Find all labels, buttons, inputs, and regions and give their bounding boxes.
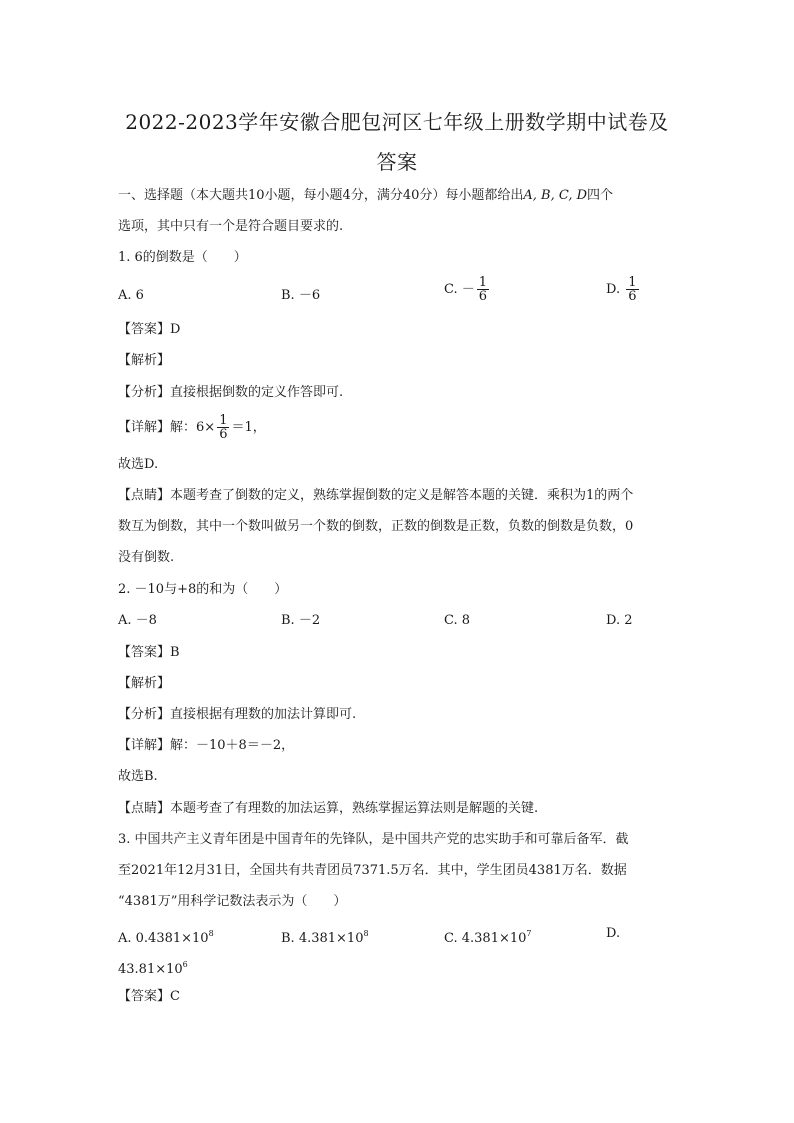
document-title-line2: 答案 — [376, 150, 418, 174]
q2-option-a: A. －8 — [118, 613, 157, 628]
option-letters: A, B, C, D — [523, 188, 588, 203]
q1-option-d: D. $\frac{1}{6}$ — [606, 275, 637, 304]
q1-stem: 1. 6的倒数是（ ） — [118, 250, 247, 265]
q2-answer: 【答案】B — [118, 645, 180, 660]
section-intro: 一、选择题（本大题共10小题，每小题4分，满分40分）每小题都给出A, B, C, D四个 — [118, 188, 614, 203]
q2-jiexi: 【解析】 — [118, 676, 171, 691]
q3-option-d-value: $43.81\times 10^6$ — [118, 960, 188, 977]
q3-option-d-label: D. — [606, 926, 621, 941]
q1-remark-line3: 没有倒数. — [118, 550, 175, 565]
q1-option-a: A. 6 — [118, 288, 144, 303]
q1-choice: 故选D. — [118, 457, 159, 472]
q2-option-c: C. 8 — [444, 613, 471, 628]
q3-option-b: B. $4.381\times 10^8$ — [281, 929, 369, 946]
q2-detail: 【详解】解：－10＋8＝－2， — [118, 738, 295, 753]
q1-option-c: C. － $\frac{1}{6}$ — [444, 275, 488, 304]
q2-option-d: D. 2 — [606, 613, 633, 628]
q3-option-a: A. $0.4381\times 10^8$ — [118, 929, 214, 946]
document-title-line1: 2022-2023学年安徽合肥包河区七年级上册数学期中试卷及 — [125, 110, 669, 134]
q3-answer: 【答案】C — [118, 989, 180, 1004]
q1-option-b: B. －6 — [281, 288, 321, 303]
q3-option-c: C. $4.381\times 10^7$ — [444, 929, 532, 946]
q2-option-b: B. －2 — [281, 613, 321, 628]
q1-answer: 【答案】D — [118, 322, 181, 337]
section-intro-line2: 选项，其中只有一个是符合题目要求的. — [118, 219, 344, 234]
q2-analysis: 【分析】直接根据有理数的加法计算即可. — [118, 707, 357, 722]
q1-analysis: 【分析】直接根据倒数的定义作答即可. — [118, 385, 344, 400]
q1-remark: 【点睛】本题考查了倒数的定义，熟练掌握倒数的定义是解答本题的关键．乘积为1的两个 — [118, 488, 634, 503]
q2-choice: 故选B. — [118, 769, 158, 784]
q3-stem-line3: “4381万”用科学记数法表示为（ ） — [118, 894, 347, 909]
q3-stem-line1: 3. 中国共产主义青年团是中国青年的先锋队，是中国共产党的忠实助手和可靠后备军．截 — [118, 832, 629, 847]
q1-jiexi: 【解析】 — [118, 353, 171, 368]
q2-stem: 2. －10与+8的和为（ ） — [118, 582, 288, 597]
q1-remark-line2: 数互为倒数，其中一个数叫做另一个数的倒数，正数的倒数是正数，负数的倒数是负数，0 — [118, 519, 634, 534]
fraction: $\frac{1}{6}$ — [478, 275, 488, 304]
fraction: $\frac{1}{6}$ — [219, 413, 228, 442]
q3-stem-line2: 至2021年12月31日，全国共有共青团员7371.5万名．其中，学生团员4381万名．数据 — [118, 863, 627, 878]
q1-detail: 【详解】解：6× $\frac{1}{6}$ ＝1， — [118, 413, 266, 442]
fraction: $\frac{1}{6}$ — [628, 275, 637, 304]
q2-remark: 【点睛】本题考查了有理数的加法运算，熟练掌握运算法则是解题的关键. — [118, 801, 539, 816]
